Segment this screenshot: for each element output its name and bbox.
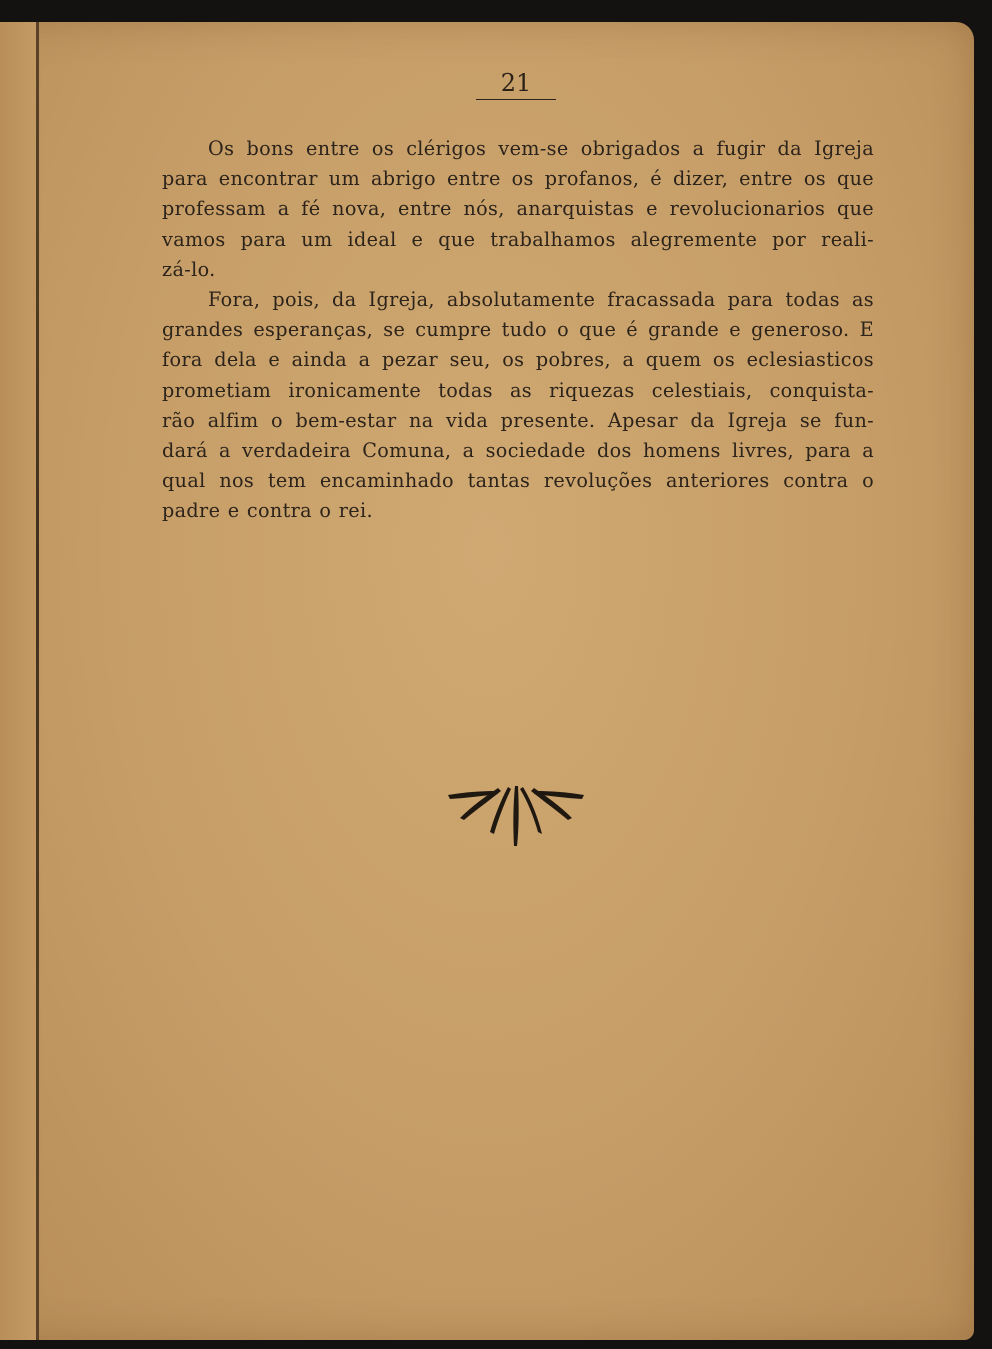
body-text — [162, 134, 874, 527]
text-line: dará a verdadeira Comuna, a sociedade dos homens livres, para a — [162, 439, 874, 463]
text-line: rão alfim o bem-estar na vida presente. Apesar da Igreja se fun- — [162, 408, 874, 432]
text-line: grandes esperanças, se cumpre tudo o que é grande e generoso. E — [162, 318, 874, 342]
text-line: para encontrar um abrigo entre os profanos, é dizer, entre os que — [162, 167, 874, 191]
text-line: professam a fé nova, entre nós, anarquistas e revolucionarios que — [162, 197, 874, 221]
text-line: vamos para um ideal e que trabalhamos alegremente por reali- — [162, 227, 874, 251]
text-line: Fora, pois, da Igreja, absolutamente fracassada para todas as — [208, 288, 874, 312]
text-line: prometiam ironicamente todas as riquezas celestiais, conquista- — [162, 378, 874, 402]
typographic-ornament — [446, 784, 586, 850]
book-spine — [36, 22, 39, 1340]
text-line: fora dela e ainda a pezar seu, os pobres, a quem os eclesiasticos — [162, 348, 874, 372]
paragraph-2 — [162, 285, 874, 527]
book-page — [0, 22, 974, 1340]
facing-page-edge — [0, 22, 36, 1340]
page-number: 21 — [476, 68, 556, 100]
paragraph-1 — [162, 134, 874, 285]
text-line: qual nos tem encaminhado tantas revoluções anteriores contra o — [162, 469, 874, 493]
text-line: Os bons entre os clérigos vem-se obrigados a fugir da Igreja — [208, 137, 874, 160]
text-line: padre e contra o rei. — [162, 499, 373, 523]
text-line: zá-lo. — [162, 257, 216, 281]
